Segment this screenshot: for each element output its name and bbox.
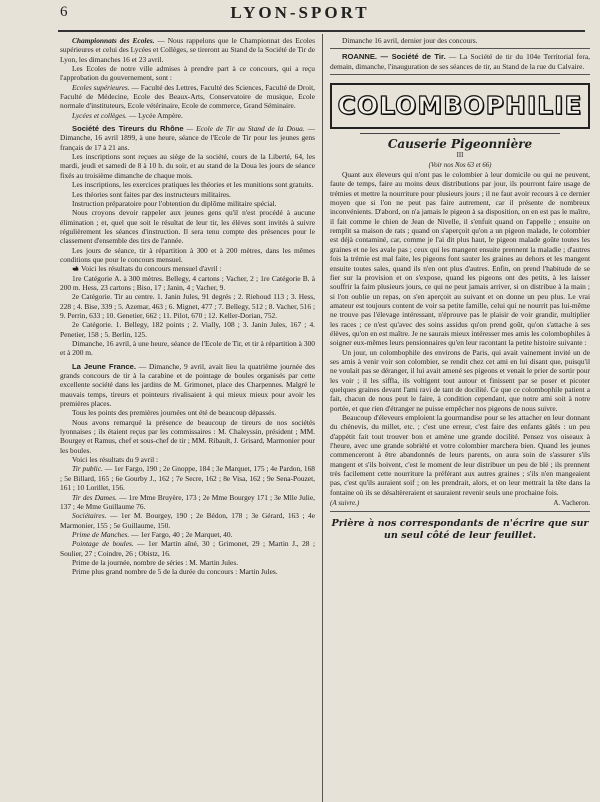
results-paragraph-4: Dimanche, 16 avril, à une heure, séance de l'Ecole de Tir, et tir à répartition à 300 et à 200 m. <box>60 339 315 358</box>
tir-dames-line <box>60 493 315 512</box>
prime-grand-line: Prime plus grand nombre de 5 de la durée du concours : Martin Jules. <box>72 567 278 577</box>
ecoles-text: — Faculté des Lettres, Faculté des Sciences, Faculté de Droit, Faculté de Médecine, Ecole des Beaux-Arts, Conservatoire de musique, Ecole normale d'instituteurs, Ecole vétérinaire, Ecole de commerce, Grand Séminaire. <box>60 82 315 111</box>
header-rule <box>58 30 585 32</box>
section-rule <box>330 48 590 49</box>
doua-title: Société des Tireurs du Rhône <box>72 124 184 134</box>
doua-text: — Dimanche, 16 avril 1899, à une heure, séance de l'Ecole de Tir pour les jeunes gens français de 17 à 21 ans. <box>60 124 315 152</box>
jeune-france-title: La Jeune France. <box>72 361 136 371</box>
banner-rule <box>360 133 560 134</box>
prime-manches-line <box>60 530 315 539</box>
jeune-france-paragraph <box>60 362 315 409</box>
hand-pointer-icon <box>72 265 79 272</box>
pointage-line <box>60 539 315 558</box>
chapter-number: III <box>456 152 464 160</box>
page-number: 6 <box>60 4 68 20</box>
championnats-paragraph <box>60 36 315 64</box>
results-heading <box>60 264 315 273</box>
championnats-title: Championnats des Ecoles. <box>72 36 155 45</box>
doua-paragraph-5: Instruction préparatoire pour l'obtention du diplôme militaire spécial. <box>72 198 277 208</box>
doua-paragraph-6: Nous croyons devoir rappeler aux jeunes gens qu'il n'est procédé à aucune élimination ; et, quel que soit le résultat de leur tir, les élèves sont invités à suivre régulièrement les séances d'instruction. Il sera tenu compte des présences pour le classement d'ensemble des tirs de l'année. <box>60 208 315 246</box>
section-rule-2 <box>330 74 590 75</box>
jeune-france-paragraph-3: Nous avons remarqué la présence de beaucoup de tireurs de nos sociétés lyonnaises ; ils étaient reçus par les commissaires : M. Chaleyssin, président ; MM. Bourgey et Ramus, chef et sous-chef de tir ; MM. Ribault, J. Grisard, Marmonier pour les boules. <box>60 417 315 455</box>
championnats-text: — Nous rappelons que le Championnat des Ecoles supérieures et celui des Lycées et Collèges, se tireront au Stand de la Société de Tir de Lyon, les dimanches 16 et 23 avril. <box>60 36 315 64</box>
author-name: A. Vacheron. <box>553 499 590 508</box>
tir-public-text: — 1er Fargo, 190 ; 2e Gnoppe, 184 ; 3e Marquet, 175 ; 4e Pardon, 168 ; 5e Billard, 165 ; 6e Gourby J., 162 ; 7e Secre, 162 ; 8e Visa, 162 ; 9e Sena-Pouzet, 161 ; 10 Lorillet, 156. <box>60 464 315 493</box>
doua-paragraph-4: Les théories sont faites par des instructeurs militaires. <box>72 189 231 199</box>
societaires-label: Sociétaires. <box>72 511 107 521</box>
left-column <box>60 36 315 796</box>
doua-subtitle: — Ecole de Tir au Stand de la Doua. <box>186 124 305 134</box>
doua-paragraph-2: Les inscriptions sont reçues au siège de la société, cours de la Liberté, 64, les mardi, jeudi et samedi de 8 à 10 h. du soir, et au stand de la Doua les jours de séance fixés au troisième dimanche de chaque mois. <box>60 152 315 180</box>
results-paragraph-3: 2e Catégorie. 1. Bellegy, 182 points ; 2. Vially, 108 ; 3. Janin Jules, 167 ; 4. Penetier, 158 ; 5. Berlin, 125. <box>60 320 315 339</box>
article-paragraph-1: Quant aux éleveurs qui n'ont pas le colombier à leur domicile ou qui ne peuvent, faute de temps, faire au moins deux distributions par jour, ils pourront faire usage de trémies et mettre la nourriture pour plusieurs jours ; il ne faut avoir recours à ce dernier moyen que si l'on ne peut pas faire autrement, car il présente de nombreux inconvénients. D'abord, on n'a jamais le pigeon à sa disposition, on en est pas le maître, il fait comme le chien de Jean de Nivelle, il s'enfuit quand on l'appelle ; ensuite on remplit sa maison de rats ; quand on s'aperçoit qu'on a un pigeon malade, le colombier est déjà contaminé, car, comme je l'ai dit plus haut, le pigeon malade goûte toutes les graines et ne les avale pas ; ceux qui les mangent ensuite prennent la maladie ; d'autres fois la trémie est mal faite, les pigeons font sauter les graines au dehors et les mangent ensuite toutes sales, quand ils n'en ont plus d'autres. Enfin, on prend l'habitude de se fier sur la provision et on s'expose, quand les pigeons ont des petits, à les laisser souffrir la faim plusieurs jours, ce qui ne peut jamais arriver, si on distribue à la main ; si l'on oublie un repas, on s'en aperçoit au suivant et on donne un peu plus. Le vrai amateur est toujours content de voir sa petite famille, celui qui ne nourrit pas lui-même ne trouve pas l'élevage intéressant, n'éprouve pas le plaisir de voir grandir, multiplier les races ; ce n'est qu'avec des soins assidus qu'on prend goût, qu'on s'attache à ses élèves, qu'on en est maître. Je ne saurais mieux intéresser mes amis les colombophiles à soigner eux-mêmes leurs pensionnaires qu'en leur racontant la petite histoire suivante : <box>330 170 590 348</box>
masthead-title: LYON-SPORT <box>230 3 370 22</box>
roanne-text: — La Société de tir du 104e Territorial fera, demain, dimanche, l'inauguration de ses séances de tir, au Stand de la rue du Calvaire. <box>330 52 590 71</box>
results-paragraph-1: 1re Catégorie A. à 300 mètres. Bellegy, 4 cartons ; Vacher, 2 ; 1re Catégorie B. à 200 m. Hess, 23 cartons ; Biso, 17 ; Janin, 4 ; Vacher, 9. <box>60 273 315 292</box>
results-title: Voici les résultats du concours mensuel d'avril : <box>81 264 222 274</box>
doua-paragraph <box>60 124 315 152</box>
lycees-paragraph <box>60 111 315 120</box>
colombophilie-banner: COLOMBOPHILIE <box>330 83 590 129</box>
see-issues-note: (Voir nos Nos 63 et 66) <box>428 161 492 169</box>
article-paragraph-2: Un jour, un colombophile des environs de Paris, qui avait vainement invité un de ses amis à venir voir son colombier, se rendit chez cet ami en lui disant que, puisqu'il ne voulait pas se déranger, il lui avait amené ses pigeons et venait le prier de sortir pour les voir ; il les siffla, ils voltigent tout autour et finissent par se poser et picoter quelques graines devant l'ami ravi de tant de docilité. Ce que ce colombophile patient a fait, chacun de nous peut le faire, à condition cependant, que notre ami soit à notre portée, et que rien d'étranger ne puisse empêcher nos pigeons de nous suivre. <box>330 347 590 413</box>
pointage-text: — 1er Martin aîné, 30 ; Grimonet, 29 ; Martin J., 28 ; Soulier, 27 ; Coindre, 26 ; Obistz, 16. <box>60 539 315 558</box>
societaires-text: — 1er M. Bourgey, 190 ; 2e Bédon, 178 ; 3e Gérard, 163 ; 4e Marmonier, 155 ; 5e Guillaume, 150. <box>60 511 315 530</box>
tir-dames-label: Tir des Dames. <box>72 492 117 502</box>
page-header <box>0 0 600 30</box>
article-signature <box>330 499 590 508</box>
article-paragraph-3: Beaucoup d'éleveurs emploient la gourmandise pour se les attacher en leur donnant du chènevis, du millet, etc. ; c'est une erreur, c'est faire des enfants gâtés : un peu d'appétit fait tout trouver bon et amène une grande docilité. Pensez vos oiseaux à l'heure, avec une grande sobriété et votre colombier marchera bien. Quand les jeunes commenceront à être abandonnés de leurs parents, on aura soin de s'assurer s'ils mangent et s'ils boivent, c'est le moment de leur distribuer un peu de blé ; ils prennent très facilement cette nourriture la préférant aux autres graines ; s'ils n'en mangeaient pas, c'est qu'ils auraient soif ; on les prendrait, alors, et on leur mettrait la tête dans la fontaine où ils se désaltèreraient et sauraient revenir seuls une prochaine fois. <box>330 413 590 497</box>
tir-public-label: Tir public. <box>72 464 103 474</box>
prime-journee-line: Prime de la journée, nombre de séries : M. Martin Jules. <box>72 557 239 567</box>
right-top-line: Dimanche 16 avril, dernier jour des concours. <box>342 36 478 45</box>
roanne-title: ROANNE. — Société de Tir. <box>342 52 446 62</box>
doua-paragraph-3: Les inscriptions, les exercices pratiques les théories et les munitions sont gratuits. <box>72 180 314 190</box>
results-paragraph-2: 2e Catégorie. Tir au centre. 1. Janin Jules, 91 degrés ; 2. Riehoud 113 ; 3. Hess, 228 ; 4. Bise, 339 ; 5. Azemar, 463 ; 6. Mignet, 477 ; 7. Bellegy, 512 ; 8. Vacher, 516 ; 9. Perrin, 633 ; 10. Genetier, 662 ; 11. Pilot, 670 ; 12. Keller-Dorian, 752. <box>60 292 315 320</box>
ecoles-label: Ecoles supérieures. <box>72 82 130 92</box>
jeune-france-paragraph-4: Voici les résultats du 9 avril : <box>72 455 159 465</box>
pointage-label: Pointage de boules. <box>72 539 134 549</box>
championnats-paragraph-2: Les Ecoles de notre ville admises à prendre part à ce concours, qui a reçu l'approbation du gouvernement, sont : <box>60 64 315 83</box>
tir-dames-text: — 1re Mme Bruyère, 173 ; 2e Mme Bourgey 171 ; 3e Mlle Julie, 137 ; 4e Mme Guillaume 76. <box>60 492 315 511</box>
jeune-france-text: — Dimanche, 9 avril, avait lieu la quatrième journée des grands concours de tir à la carabine et de pointage de boules organisés par cette excellente société dans les jardins de M. Grimonet, place des Charpennes. Malgré le mauvais temps, tireurs et pointeurs rivalisaient à qui mieux mieux pour avoir les premières places. <box>60 361 315 409</box>
roanne-paragraph <box>330 52 590 71</box>
causerie-title: Causerie Pigeonnière <box>387 137 533 152</box>
ecoles-paragraph <box>60 83 315 111</box>
column-divider <box>322 34 323 802</box>
prime-manches-text: — 1er Fargo, 40 ; 2e Marquet, 40. <box>131 529 233 539</box>
prime-manches-label: Prime de Manches. <box>72 529 130 539</box>
societaires-line <box>60 511 315 530</box>
lycees-label: Lycées et collèges. <box>72 110 127 120</box>
right-column <box>330 36 590 796</box>
correspondents-notice: Prière à nos correspondants de n'écrire que sur un seul côté de leur feuillet. <box>331 518 589 541</box>
jeune-france-paragraph-2: Tous les points des premières journées ont été de beaucoup dépassés. <box>72 408 277 418</box>
to-be-continued: (A suivre.) <box>330 499 360 508</box>
lycees-text: — Lycée Ampère. <box>128 110 183 120</box>
doua-paragraph-7: Les jours de séance, tir à répartition à 300 et à 200 mètres, dans les mêmes conditions que pour le concours mensuel. <box>60 245 315 264</box>
tir-public-line <box>60 464 315 492</box>
section-rule-3 <box>330 511 590 512</box>
